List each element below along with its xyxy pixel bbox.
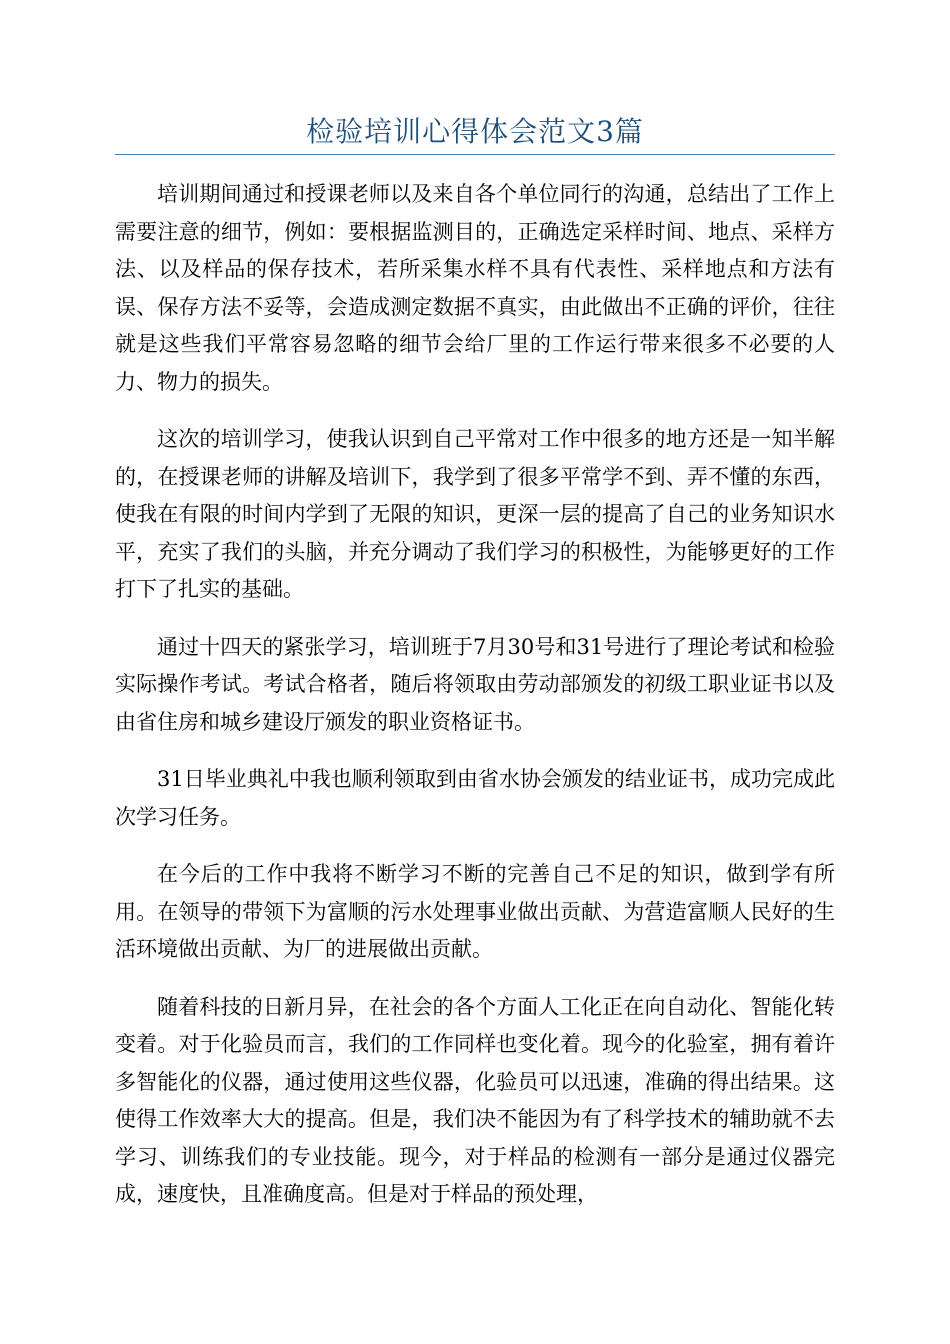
document-title: 检验培训心得体会范文3篇 [306,115,644,148]
paragraph-1: 培训期间通过和授课老师以及来自各个单位同行的沟通，总结出了工作上需要注意的细节，例如：要根据监测目的，正确选定采样时间、地点、采样方法、以及样品的保存技术，若所采集水样不具有代表性、采样地点和方法有误、保存方法不妥等，会造成测定数据不真实，由此做出不正确的评价，往往就是这些我们平常容易忽略的细节会给厂里的工作运行带来很多不必要的人力、物力的损失。 [115,182,835,394]
paragraph-3: 通过十四天的紧张学习，培训班于7月30号和31号进行了理论考试和检验实际操作考试。考试合格者，随后将领取由劳动部颁发的初级工职业证书以及由省住房和城乡建设厅颁发的职业资格证书。 [115,634,835,734]
document-body [115,176,835,1234]
paragraph-2: 这次的培训学习，使我认识到自己平常对工作中很多的地方还是一知半解的，在授课老师的讲解及培训下，我学到了很多平常学不到、弄不懂的东西，使我在有限的时间内学到了无限的知识，更深一层的提高了自己的业务知识水平，充实了我们的头脑，并充分调动了我们学习的积极性，为能够更好的工作打下了扎实的基础。 [115,427,835,601]
paragraph-5: 在今后的工作中我将不断学习不断的完善自己不足的知识，做到学有所用。在领导的带领下为富顺的污水处理事业做出贡献、为营造富顺人民好的生活环境做出贡献、为厂的进展做出贡献。 [115,862,835,961]
paragraph-4: 31日毕业典礼中我也顺利领取到由省水协会颁发的结业证书，成功完成此次学习任务。 [115,767,835,829]
title-underline [115,154,835,155]
paragraph-6: 随着科技的日新月异，在社会的各个方面人工化正在向自动化、智能化转变着。对于化验员而言，我们的工作同样也变化着。现今的化验室，拥有着许多智能化的仪器，通过使用这些仪器，化验员可以迅速，准确的得出结果。这使得工作效率大大的提高。但是，我们决不能因为有了科学技术的辅助就不去学习、训练我们的专业技能。现今，对于样品的检测有一部分是通过仪器完成，速度快，且准确度高。但是对于样品的预处理， [115,994,835,1206]
